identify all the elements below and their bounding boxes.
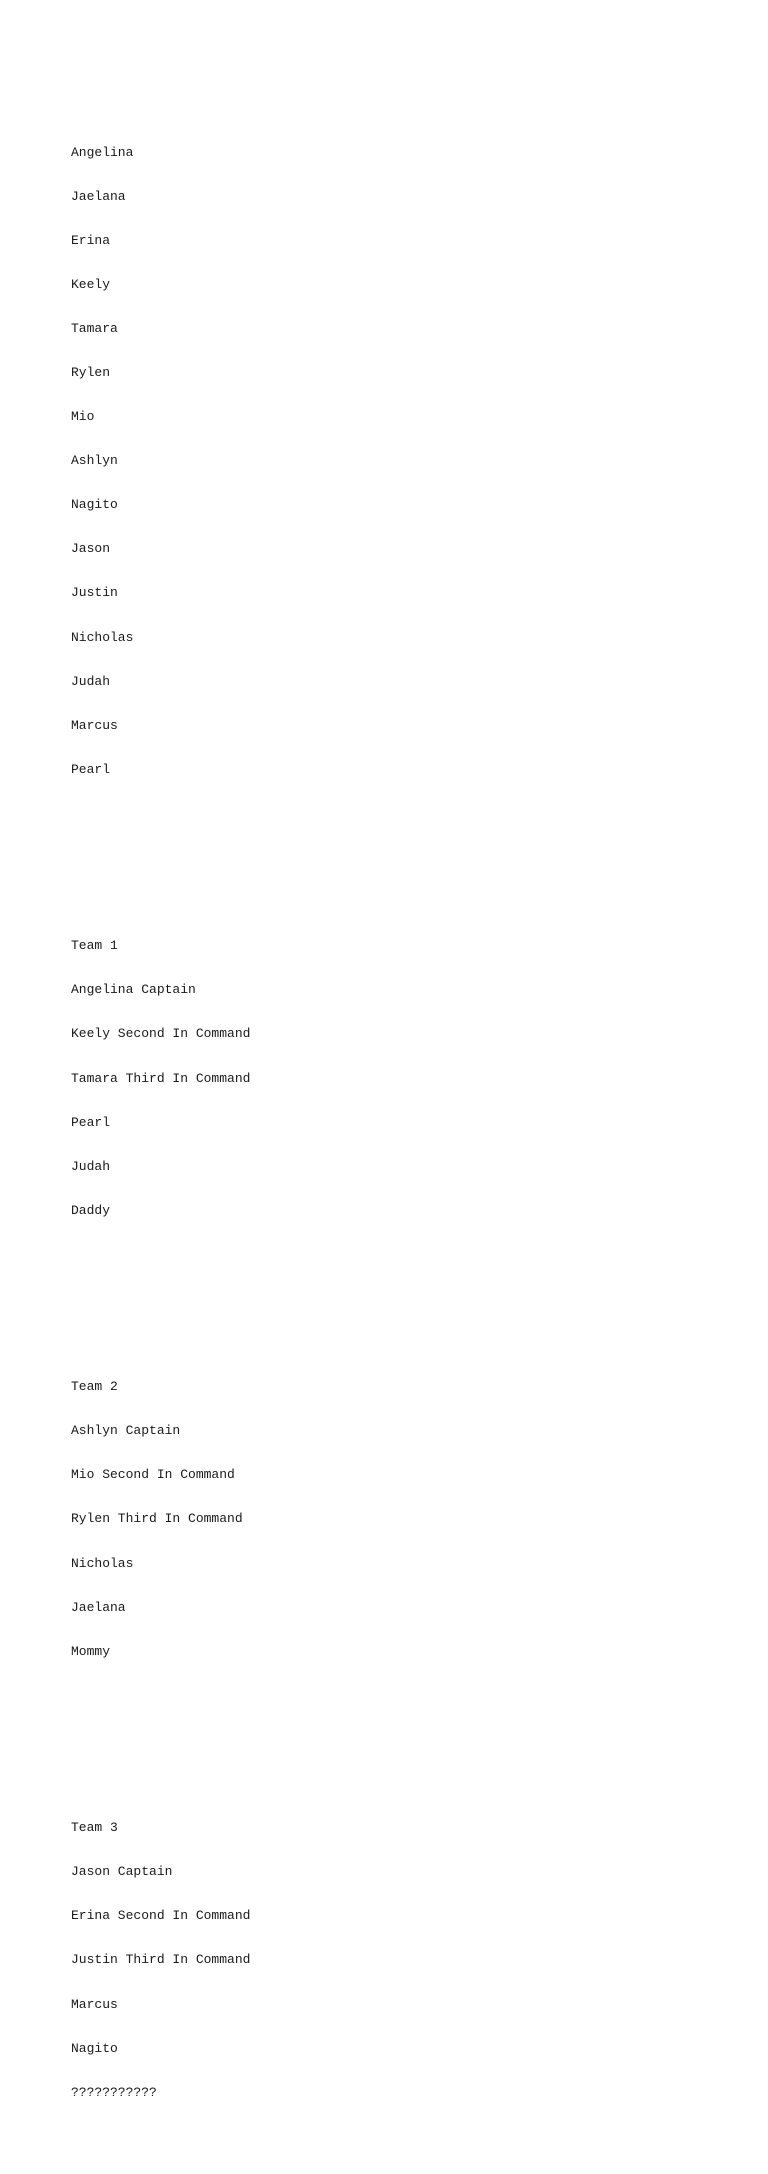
roster-list bbox=[71, 116, 250, 807]
team-member: Nicholas bbox=[71, 1555, 134, 1571]
team-title: Team 1 bbox=[71, 938, 118, 954]
roster-name: Erina bbox=[71, 232, 111, 248]
roster-name: Marcus bbox=[71, 717, 118, 733]
team-member: Nagito bbox=[71, 2040, 118, 2056]
roster-name: Jason bbox=[71, 541, 111, 557]
team-member: Angelina Captain bbox=[71, 982, 196, 998]
team-member: Tamara Third In Command bbox=[71, 1070, 251, 1086]
document-text bbox=[71, 72, 250, 2174]
team-member: Jaelana bbox=[71, 1599, 126, 1615]
roster-name: Judah bbox=[71, 673, 111, 689]
team-member: Daddy bbox=[71, 1202, 111, 1218]
team-member: Erina Second In Command bbox=[71, 1908, 251, 1924]
roster-name: Nagito bbox=[71, 497, 118, 513]
team-member: Judah bbox=[71, 1158, 111, 1174]
team-member: Jason Captain bbox=[71, 1864, 173, 1880]
team-member: Pearl bbox=[71, 1114, 111, 1130]
roster-name: Jaelana bbox=[71, 188, 126, 204]
blank-line bbox=[71, 1292, 250, 1307]
team-member: Rylen Third In Command bbox=[71, 1511, 243, 1527]
team-member: Marcus bbox=[71, 1996, 118, 2012]
roster-name: Mio bbox=[71, 409, 95, 425]
team-member: Mommy bbox=[71, 1643, 111, 1659]
roster-name: Ashlyn bbox=[71, 453, 118, 469]
blank-line bbox=[71, 1733, 250, 1748]
roster-name: Keely bbox=[71, 276, 111, 292]
team-3 bbox=[71, 1792, 250, 2130]
roster-name: Angelina bbox=[71, 144, 134, 160]
team-2 bbox=[71, 1351, 250, 1689]
team-title: Team 3 bbox=[71, 1820, 118, 1836]
team-title: Team 2 bbox=[71, 1379, 118, 1395]
team-member: Ashlyn Captain bbox=[71, 1423, 181, 1439]
roster-name: Pearl bbox=[71, 761, 111, 777]
team-member: ??????????? bbox=[71, 2084, 157, 2100]
roster-name: Nicholas bbox=[71, 629, 134, 645]
roster-name: Tamara bbox=[71, 320, 118, 336]
team-member: Mio Second In Command bbox=[71, 1467, 235, 1483]
team-1 bbox=[71, 910, 250, 1248]
roster-name: Rylen bbox=[71, 364, 111, 380]
team-member: Justin Third In Command bbox=[71, 1952, 251, 1968]
roster-name: Justin bbox=[71, 585, 118, 601]
blank-line bbox=[71, 851, 250, 866]
team-member: Keely Second In Command bbox=[71, 1026, 251, 1042]
